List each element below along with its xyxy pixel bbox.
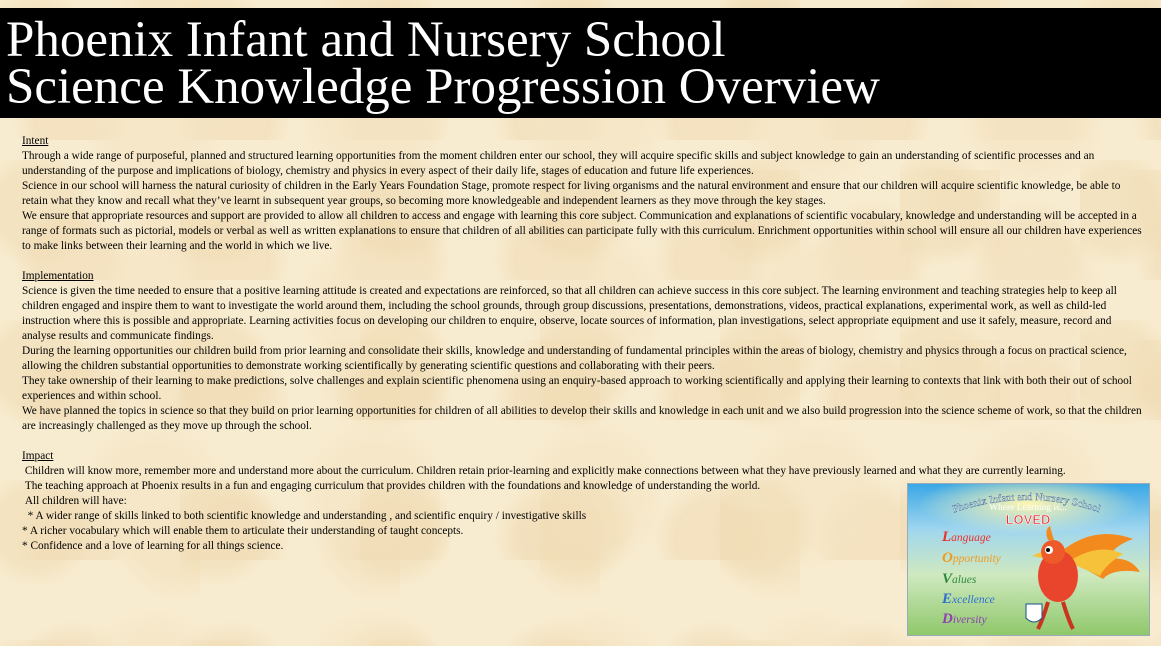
logo-arc-text: Phoenix Infant and Nursery School	[951, 491, 1102, 516]
impact-bullet: * Confidence and a love of learning for all things science.	[22, 540, 284, 552]
impact-paragraph: Children will know more, remember more and understand more about the curriculum. Children retain prior-learning and explicitly make connections between what they have previously learned and what they are currently learning.	[22, 465, 1066, 477]
implementation-paragraph: We have planned the topics in science so that they build on prior learning opportunities for children of all abilities to develop their skills and knowledge in each unit and we also build progression into the science scheme of work, so that the children are increasingly challenged as they move up through the school.	[22, 405, 1142, 432]
value-opportunity: Opportunity	[942, 550, 1001, 566]
logo-loved-text: LOVED	[1005, 512, 1051, 527]
intent-heading: Intent	[22, 135, 49, 147]
page-header	[0, 8, 1161, 118]
value-values: Values	[942, 571, 977, 587]
phoenix-bird-icon	[1032, 526, 1140, 629]
impact-heading: Impact	[22, 450, 54, 462]
intent-paragraph: Through a wide range of purposeful, planned and structured learning opportunities from the moment children enter our school, they will acquire specific skills and subject knowledge to gain an understanding of scientific processes and an understanding of the purpose and implications of biology, chemistry and physics in every aspect of their daily life, stages of education and future life experiences.	[22, 150, 1095, 177]
logo-subtitle: Where Learning is...	[989, 503, 1067, 513]
value-excellence: Excellence	[942, 591, 995, 607]
implementation-section	[22, 269, 1142, 434]
impact-paragraph: All children will have:	[22, 495, 127, 507]
impact-bullet: * A wider range of skills linked to both scientific knowledge and understanding , and scientific enquiry / investigative skills	[22, 510, 587, 522]
school-logo	[907, 483, 1150, 636]
intent-paragraph: Science in our school will harness the natural curiosity of children in the Early Years Foundation Stage, promote respect for living organisms and the natural environment and ensure that our children will acquire scientific knowledge, be able to retain what they know and recall what they’ve learnt in subsequent year groups, so becoming more knowledgeable and independent learners as they move through the key stages.	[22, 180, 1121, 207]
implementation-heading: Implementation	[22, 270, 94, 282]
school-name-title: Phoenix Infant and Nursery School	[6, 12, 726, 68]
impact-bullet: * A richer vocabulary which will enable them to articulate their understanding of taught concepts.	[22, 525, 464, 537]
implementation-paragraph: Science is given the time needed to ensure that a positive learning attitude is created and expectations are reinforced, so that all children can achieve success in this core subject. The learning environment and teaching strategies help to keep all children engaged and inspire them to want to investigate the world around them, including the school grounds, through group discussions, presentations, demonstrations, videos, practical explanations, experimental work, as well as child-led instruction where this is possible and appropriate. Learning activities focus on developing our children to enquire, observe, locate sources of information, plan investigations, select appropriate equipment and use it safely, measure, record and analyse results and communicate findings.	[22, 285, 1117, 342]
page-title: Science Knowledge Progression Overview	[6, 59, 880, 115]
impact-paragraph: The teaching approach at Phoenix results in a fun and engaging curriculum that provides children with the foundations and knowledge of understanding the world.	[22, 480, 761, 492]
value-language: Language	[942, 529, 991, 545]
intent-section	[22, 134, 1142, 254]
implementation-paragraph: They take ownership of their learning to make predictions, solve challenges and explain scientific phenomena using an enquiry-based approach to working scientifically and applying their learning to contexts that link with both their out of school experiences and within school.	[22, 375, 1132, 402]
school-shield-icon	[1026, 604, 1042, 622]
school-logo-artwork	[908, 484, 1149, 635]
implementation-paragraph: During the learning opportunities our children build from prior learning and consolidate their skills, knowledge and understanding of fundamental principles within the areas of biology, chemistry and physics through a focus on practical science, allowing the children substantial opportunities to demonstrate working scientifically by generating scientific questions and collaborating with their peers.	[22, 345, 1127, 372]
value-diversity: Diversity	[942, 611, 987, 627]
intent-paragraph: We ensure that appropriate resources and support are provided to allow all children to access and engage with learning this core subject. Communication and explanations of scientific vocabulary, knowledge and understanding will be accepted in a range of formats such as pictorial, models or verbal as well as written explanations to ensure that children of all abilities can participate fully with this curriculum. Enrichment opportunities within school will ensure all our children have experiences to make links between their learning and the world in which we live.	[22, 210, 1142, 252]
